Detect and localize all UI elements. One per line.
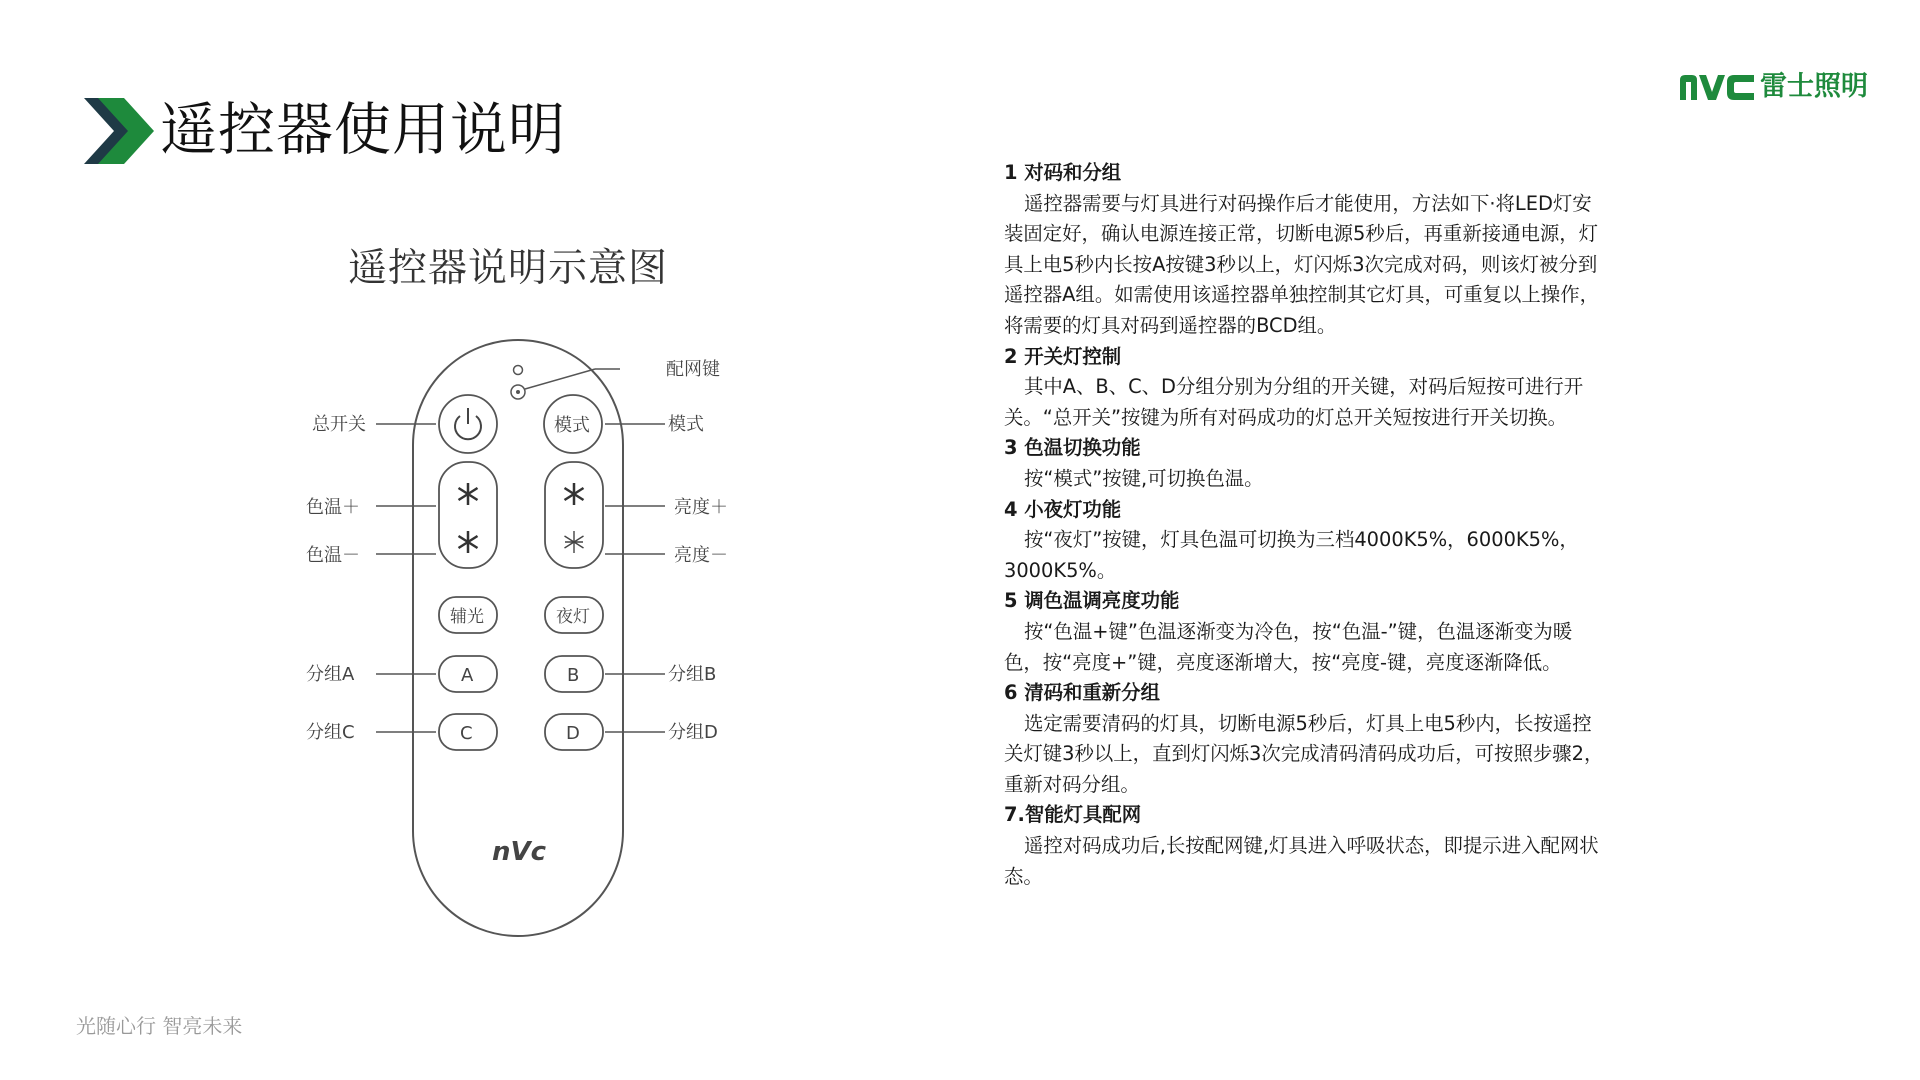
remote-brand-logo: nVc: [492, 837, 547, 867]
section-paragraph: 按“模式”按键,可切换色温。: [1024, 466, 1264, 490]
label-pairing-key: 配网键: [666, 359, 720, 380]
section-heading: 7.智能灯具配网: [1004, 803, 1142, 827]
section-paragraph: 选定需要清码的灯具，切断电源5秒后，灯具上电5秒内，长按遥控关灯键3秒以上，直到灯闪烁3次完成清码清码成功后，可按照步骤2，重新对码分组。: [1004, 711, 1604, 796]
section-paragraph: 遥控对码成功后,长按配网键,灯具进入呼吸状态，即提示进入配网状态。: [1004, 834, 1599, 888]
remote-diagram: [280, 330, 760, 942]
svg-text:辅光: 辅光: [450, 607, 484, 627]
section-paragraph: 其中A、B、C、D分组分别为分组的开关键，对码后短按可进行开关。“总开关”按键为所有对码成功的灯总开关短按进行开关切换。: [1004, 375, 1584, 429]
brightness-down-icon: [565, 531, 584, 553]
label-group-a: 分组A: [306, 664, 355, 685]
indicator-led: [514, 366, 523, 375]
label-color-temp-down: 色温－: [306, 545, 360, 566]
chevron-right-icon: [84, 98, 154, 164]
section-heading: 4 小夜灯功能: [1004, 497, 1122, 521]
page-title: 遥控器使用说明: [160, 97, 566, 163]
svg-text:B: B: [567, 665, 580, 686]
section-heading: 1 对码和分组: [1004, 161, 1122, 184]
footer-slogan: 光随心行 智亮未来: [76, 1014, 243, 1038]
instruction-sections: [1004, 158, 1604, 892]
section-heading: 6 清码和重新分组: [1004, 681, 1160, 705]
brand-name: 雷士照明: [1760, 71, 1868, 102]
label-brightness-up: 亮度＋: [674, 497, 728, 518]
svg-text:D: D: [566, 723, 580, 744]
label-group-d: 分组D: [668, 722, 718, 743]
label-color-temp-up: 色温＋: [306, 497, 360, 518]
svg-text:A: A: [461, 665, 474, 686]
brightness-up-icon: [565, 483, 584, 505]
label-group-c: 分组C: [306, 722, 355, 743]
section-paragraph: 按“色温+键”色温逐渐变为冷色，按“色温-”键，色温逐渐变为暖色，按“亮度+”键，亮度逐渐增大，按“亮度-键，亮度逐渐降低。: [1004, 619, 1573, 674]
label-master-switch: 总开关: [312, 414, 366, 435]
svg-text:模式: 模式: [554, 415, 590, 436]
section-paragraph: 按“夜灯”按键，灯具色温可切换为三档4000K5%，6000K5%，3000K5%。: [1004, 528, 1579, 582]
label-mode: 模式: [668, 414, 704, 435]
label-brightness-down: 亮度－: [674, 545, 728, 566]
section-heading: 3 色温切换功能: [1004, 436, 1141, 460]
color-temp-up-icon: [459, 483, 478, 505]
brand-logo-icon: [1678, 72, 1756, 102]
section-paragraph: 遥控器需要与灯具进行对码操作后才能使用，方法如下·将LED灯安装固定好，确认电源连接正常，切断电源5秒后，再重新接通电源，灯具上电5秒内长按A按键3秒以上，灯闪烁3次完成对码，则该灯被分到遥控器A组。如需使用该遥控器单独控制其它灯具，可重复以上操作，将需要的灯具对码到遥控器的BCD组。: [1004, 191, 1599, 337]
diagram-title: 遥控器说明示意图: [348, 246, 669, 291]
color-temp-down-icon: [459, 531, 478, 553]
section-heading: 2 开关灯控制: [1004, 344, 1122, 368]
section-heading: 5 调色温调亮度功能: [1004, 589, 1180, 613]
svg-text:C: C: [460, 723, 473, 744]
label-group-b: 分组B: [668, 664, 717, 685]
svg-text:夜灯: 夜灯: [556, 607, 590, 627]
